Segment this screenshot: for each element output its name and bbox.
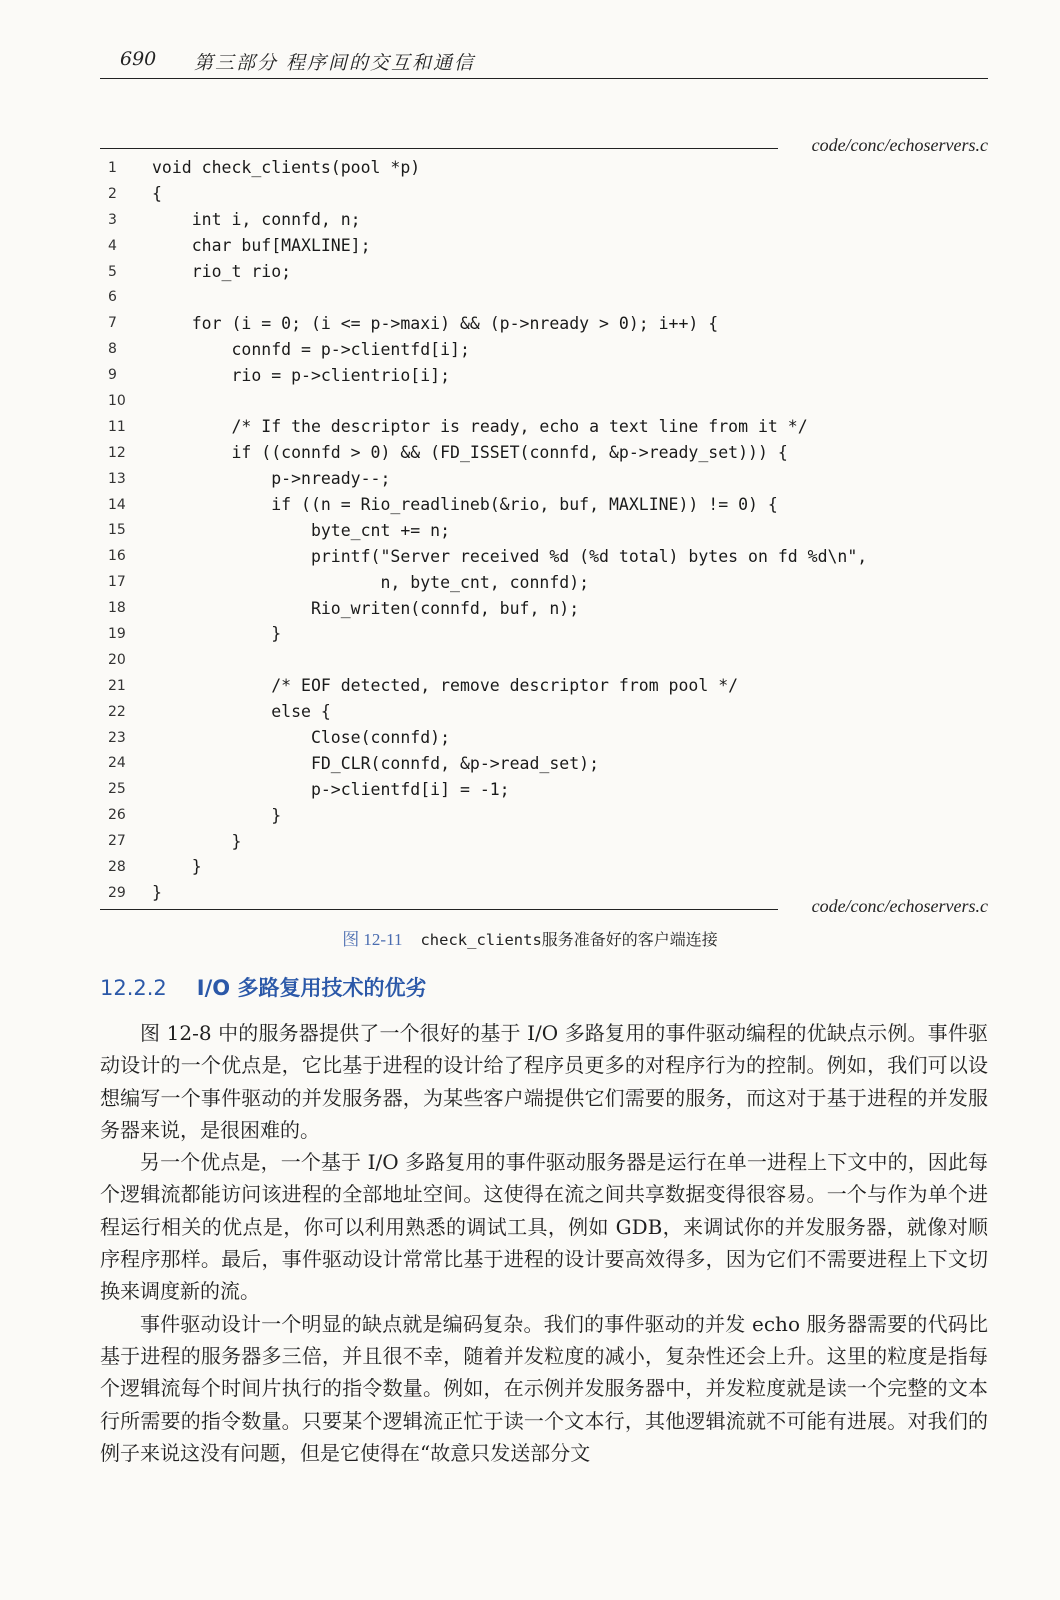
- code-line: [100, 647, 988, 673]
- code-line: [100, 517, 988, 543]
- paragraph: 图 12-8 中的服务器提供了一个很好的基于 I/O 多路复用的事件驱动编程的优缺点示例。事件驱动设计的一个优点是，它比基于进程的设计给了程序员更多的对程序行为的控制。例如，我们可以设想编写一个事件驱动的并发服务器，为某些客户端提供它们需要的服务，而这对于基于进程的并发服务器来说，是很困难的。: [100, 1021, 988, 1142]
- code-line: [100, 854, 988, 880]
- line-number: 19: [108, 625, 126, 642]
- line-number: 24: [108, 755, 126, 772]
- code-listing: [100, 155, 988, 906]
- code-line: [100, 699, 988, 725]
- section-title: I/O 多路复用技术的优劣: [196, 976, 427, 1000]
- line-number: 7: [108, 315, 117, 332]
- line-number: 28: [108, 858, 126, 875]
- line-number: 9: [108, 367, 117, 384]
- paragraph: 事件驱动设计一个明显的缺点就是编码复杂。我们的事件驱动的并发 echo 服务器需要的代码比基于进程的服务器多三倍，并且很不幸，随着并发粒度的减小，复杂性还会上升。这里的粒度是指每个逻辑流每个时间片执行的指令数量。例如，在示例并发服务器中，并发粒度就是读一个完整的文本行所需要的指令数量。只要某个逻辑流正忙于读一个文本行，其他逻辑流就不可能有进展。对我们的例子来说这没有问题，但是它使得在“故意只发送部分文: [100, 1311, 988, 1465]
- body-text: [100, 1017, 988, 1469]
- code-bottom-rule: [100, 909, 778, 910]
- code-line: [100, 569, 988, 595]
- line-number: 29: [108, 884, 126, 901]
- code-text: void check_clients(pool *p): [152, 158, 421, 178]
- code-text: rio = p->clientrio[i];: [152, 365, 451, 385]
- section-heading: [100, 972, 426, 1002]
- code-text: }: [152, 883, 162, 903]
- code-line: [100, 414, 988, 440]
- line-number: 14: [108, 496, 126, 513]
- code-text: printf("Server received %d (%d total) bytes on fd %d\n",: [152, 546, 868, 566]
- figure-caption: [0, 925, 1060, 950]
- line-number: 17: [108, 574, 126, 591]
- code-text: }: [152, 857, 202, 877]
- line-number: 2: [108, 185, 117, 202]
- code-line: [100, 207, 988, 233]
- figure-number: 图 12-11: [342, 930, 403, 949]
- code-line: [100, 155, 988, 181]
- section-number: 12.2.2: [100, 976, 167, 1000]
- code-line: [100, 725, 988, 751]
- code-filename-top: code/conc/echoservers.c: [811, 135, 988, 155]
- code-line: [100, 440, 988, 466]
- code-line: [100, 336, 988, 362]
- code-text: p->clientfd[i] = -1;: [152, 779, 510, 799]
- line-number: 25: [108, 781, 126, 798]
- line-number: 16: [108, 548, 126, 565]
- line-number: 11: [108, 418, 126, 435]
- page-number: 690: [120, 48, 157, 70]
- code-line: [100, 543, 988, 569]
- figure-title: 服务准备好的客户端连接: [541, 930, 718, 949]
- code-line: [100, 828, 988, 854]
- line-number: 10: [108, 392, 126, 409]
- code-text: /* EOF detected, remove descriptor from pool */: [152, 676, 739, 696]
- line-number: 20: [108, 651, 126, 668]
- code-line: [100, 259, 988, 285]
- line-number: 15: [108, 522, 126, 539]
- code-text: }: [152, 831, 242, 851]
- code-line: [100, 802, 988, 828]
- line-number: 26: [108, 807, 126, 824]
- code-line: [100, 595, 988, 621]
- code-line: [100, 284, 988, 310]
- code-line: [100, 673, 988, 699]
- code-text: /* If the descriptor is ready, echo a text line from it */: [152, 417, 808, 437]
- line-number: 18: [108, 600, 126, 617]
- code-line: [100, 466, 988, 492]
- line-number: 21: [108, 677, 126, 694]
- code-filename-bottom: code/conc/echoservers.c: [811, 896, 988, 916]
- code-line: [100, 492, 988, 518]
- code-text: if ((n = Rio_readlineb(&rio, buf, MAXLINE)) != 0) {: [152, 495, 778, 515]
- line-number: 27: [108, 833, 126, 850]
- code-text: for (i = 0; (i <= p->maxi) && (p->nready > 0); i++) {: [152, 313, 719, 333]
- code-text: byte_cnt += n;: [152, 520, 451, 540]
- line-number: 12: [108, 444, 126, 461]
- code-line: [100, 362, 988, 388]
- code-text: {: [152, 184, 162, 204]
- code-text: if ((connfd > 0) && (FD_ISSET(connfd, &p->ready_set))) {: [152, 443, 788, 463]
- line-number: 1: [108, 159, 117, 176]
- line-number: 3: [108, 211, 117, 228]
- code-text: int i, connfd, n;: [152, 210, 361, 230]
- line-number: 4: [108, 237, 117, 254]
- line-number: 6: [108, 289, 117, 306]
- code-line: [100, 388, 988, 414]
- line-number: 13: [108, 470, 126, 487]
- code-line: [100, 776, 988, 802]
- code-text: FD_CLR(connfd, &p->read_set);: [152, 753, 600, 773]
- figure-code-name: check_clients: [420, 931, 542, 949]
- code-text: char buf[MAXLINE];: [152, 236, 371, 256]
- line-number: 8: [108, 341, 117, 358]
- code-text: n, byte_cnt, connfd);: [152, 572, 590, 592]
- code-text: Close(connfd);: [152, 728, 451, 748]
- line-number: 5: [108, 263, 117, 280]
- running-header: [100, 44, 988, 79]
- code-text: }: [152, 805, 282, 825]
- code-line: [100, 181, 988, 207]
- code-text: p->nready--;: [152, 469, 391, 489]
- line-number: 22: [108, 703, 126, 720]
- code-line: [100, 310, 988, 336]
- code-line: [100, 621, 988, 647]
- part-title: 第三部分 程序间的交互和通信: [194, 52, 476, 74]
- line-number: 23: [108, 729, 126, 746]
- code-text: connfd = p->clientfd[i];: [152, 339, 470, 359]
- code-text: rio_t rio;: [152, 262, 292, 281]
- code-line: [100, 233, 988, 259]
- code-line: [100, 750, 988, 776]
- code-text: Rio_writen(connfd, buf, n);: [152, 598, 580, 618]
- code-top-rule: [100, 148, 778, 149]
- code-text: }: [152, 624, 282, 644]
- code-text: else {: [152, 702, 331, 722]
- paragraph: 另一个优点是，一个基于 I/O 多路复用的事件驱动服务器是运行在单一进程上下文中的，因此每个逻辑流都能访问该进程的全部地址空间。这使得在流之间共享数据变得很容易。一个与作为单个进程运行相关的优点是，你可以利用熟悉的调试工具，例如 GDB，来调试你的并发服务器，就像对顺序程序那样。最后，事件驱动设计常常比基于进程的设计要高效得多，因为它们不需要进程上下文切换来调度新的流。: [100, 1150, 988, 1304]
